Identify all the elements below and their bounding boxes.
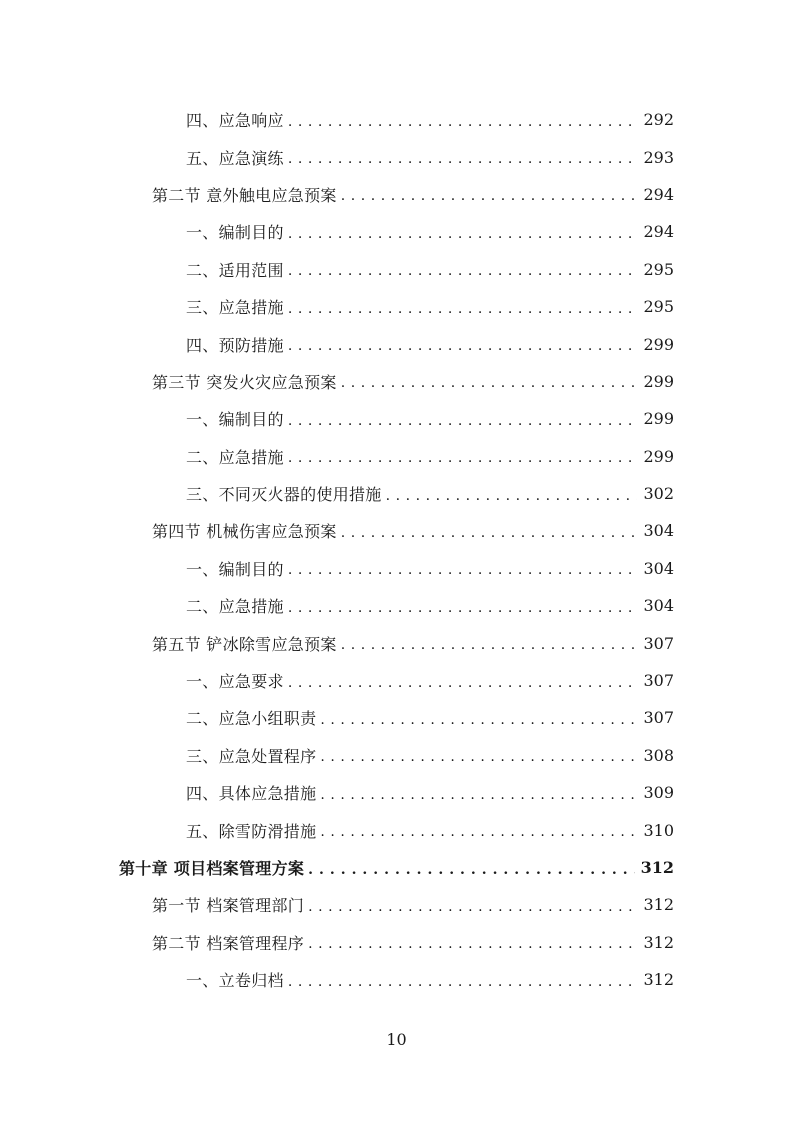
toc-entry-link[interactable] xyxy=(152,512,674,549)
toc-entry-link[interactable] xyxy=(186,288,674,325)
toc-row xyxy=(0,886,793,923)
toc-entry-link[interactable] xyxy=(186,737,674,774)
toc-entry-page: 304 xyxy=(643,596,674,616)
toc-entry-page: 293 xyxy=(643,147,674,167)
toc-entry-title: 一、编制目的 xyxy=(186,223,284,243)
toc-entry-title: 三、应急措施 xyxy=(186,298,284,318)
toc-entry-link[interactable] xyxy=(186,138,674,175)
dot-leader xyxy=(386,488,638,504)
toc-row xyxy=(0,512,793,549)
toc-entry-page: 299 xyxy=(643,446,674,466)
toc-entry-page: 295 xyxy=(643,297,674,317)
toc-entry-page: 299 xyxy=(643,334,674,354)
toc-row xyxy=(0,176,793,213)
dot-leader xyxy=(320,824,637,840)
toc-entry-link[interactable] xyxy=(186,213,674,250)
toc-entry-link[interactable] xyxy=(186,587,674,624)
toc-entry-page: 295 xyxy=(643,259,674,279)
toc-entry-title: 四、应急响应 xyxy=(186,111,284,131)
dot-leader xyxy=(341,637,638,653)
toc-entry-link[interactable] xyxy=(186,475,674,512)
toc-entry-title: 三、应急处置程序 xyxy=(186,746,317,766)
dot-leader xyxy=(308,862,634,878)
toc-row xyxy=(0,699,793,736)
toc-entry-link[interactable] xyxy=(152,924,674,961)
toc-entry-page: 292 xyxy=(643,110,674,130)
toc-entry-title: 第十章 项目档案管理方案 xyxy=(119,859,305,878)
toc-entry-page: 302 xyxy=(643,484,674,504)
dot-leader xyxy=(288,226,638,242)
toc-entry-link[interactable] xyxy=(186,699,674,736)
dot-leader xyxy=(320,749,637,765)
toc-entry-title: 一、编制目的 xyxy=(186,559,284,579)
toc-row xyxy=(0,400,793,437)
toc-row xyxy=(0,924,793,961)
toc-entry-title: 一、立卷归档 xyxy=(186,971,284,991)
dot-leader xyxy=(288,151,638,167)
toc-entry-page: 294 xyxy=(643,184,674,204)
toc-row xyxy=(0,961,793,998)
toc-entry-page: 312 xyxy=(643,970,674,990)
toc-entry-link[interactable] xyxy=(152,363,674,400)
toc-row xyxy=(0,475,793,512)
toc-entry-page: 307 xyxy=(643,671,674,691)
dot-leader xyxy=(288,974,638,990)
toc-entry-link[interactable] xyxy=(186,961,674,998)
toc-entry-title: 二、应急措施 xyxy=(186,597,284,617)
toc-row xyxy=(0,624,793,661)
toc-row xyxy=(0,438,793,475)
dot-leader xyxy=(288,600,638,616)
dot-leader xyxy=(288,562,638,578)
toc-entry-title: 第三节 突发火灾应急预案 xyxy=(152,372,337,392)
page-number: 10 xyxy=(386,1030,407,1049)
toc-entry-title: 二、应急小组职责 xyxy=(186,709,317,729)
dot-leader xyxy=(288,114,638,130)
toc-entry-title: 一、编制目的 xyxy=(186,410,284,430)
dot-leader xyxy=(288,413,638,429)
toc-entry-link[interactable] xyxy=(186,774,674,811)
toc-entry-title: 二、适用范围 xyxy=(186,260,284,280)
dot-leader xyxy=(341,525,638,541)
toc-entry-page: 304 xyxy=(643,521,674,541)
toc-row xyxy=(0,811,793,848)
toc-entry-page: 294 xyxy=(643,222,674,242)
toc-entry-title: 一、应急要求 xyxy=(186,672,284,692)
toc-entry-title: 四、具体应急措施 xyxy=(186,784,317,804)
toc-entry-page: 307 xyxy=(643,708,674,728)
dot-leader xyxy=(308,936,637,952)
toc-row xyxy=(0,288,793,325)
toc-entry-page: 299 xyxy=(643,371,674,391)
toc-entry-link[interactable] xyxy=(186,550,674,587)
toc-entry-link[interactable] xyxy=(186,325,674,362)
toc-entry-page: 308 xyxy=(643,745,674,765)
toc-entry-page: 299 xyxy=(643,409,674,429)
dot-leader xyxy=(288,450,638,466)
toc-entry-page: 312 xyxy=(643,932,674,952)
toc-entry-page: 310 xyxy=(643,820,674,840)
toc-entry-page: 307 xyxy=(643,633,674,653)
dot-leader xyxy=(320,712,637,728)
toc-row xyxy=(0,363,793,400)
toc-entry-title: 五、除雪防滑措施 xyxy=(186,821,317,841)
toc-row xyxy=(0,737,793,774)
toc-entry-link[interactable] xyxy=(152,886,674,923)
toc-row xyxy=(0,251,793,288)
toc-entry-page: 312 xyxy=(643,895,674,915)
toc-row xyxy=(0,587,793,624)
toc-entry-title: 四、预防措施 xyxy=(186,335,284,355)
dot-leader xyxy=(341,188,638,204)
toc-entry-title: 二、应急措施 xyxy=(186,447,284,467)
toc-entry-title: 第一节 档案管理部门 xyxy=(152,896,305,916)
toc-row xyxy=(0,662,793,699)
toc-entry-link[interactable] xyxy=(186,251,674,288)
toc-entry-title: 第五节 铲冰除雪应急预案 xyxy=(152,634,337,654)
toc-entry-title: 三、不同灭火器的使用措施 xyxy=(186,485,382,505)
dot-leader xyxy=(288,301,638,317)
toc-row xyxy=(0,550,793,587)
table-of-contents xyxy=(0,101,793,998)
toc-entry-page: 309 xyxy=(643,783,674,803)
toc-entry-link[interactable] xyxy=(186,438,674,475)
toc-entry-link[interactable] xyxy=(186,662,674,699)
toc-row xyxy=(0,774,793,811)
toc-entry-link[interactable] xyxy=(186,811,674,848)
toc-entry-link[interactable] xyxy=(119,849,674,886)
toc-entry-page: 312 xyxy=(640,858,674,877)
dot-leader xyxy=(288,338,638,354)
toc-entry-link[interactable] xyxy=(186,400,674,437)
toc-row xyxy=(0,213,793,250)
toc-row xyxy=(0,101,793,138)
dot-leader xyxy=(288,675,638,691)
toc-entry-link[interactable] xyxy=(152,176,674,213)
dot-leader xyxy=(320,787,637,803)
toc-entry-page: 304 xyxy=(643,558,674,578)
dot-leader xyxy=(308,899,637,915)
toc-row xyxy=(0,138,793,175)
toc-entry-link[interactable] xyxy=(152,624,674,661)
toc-entry-link[interactable] xyxy=(186,101,674,138)
toc-row xyxy=(0,325,793,362)
dot-leader xyxy=(341,375,638,391)
toc-row xyxy=(0,849,793,886)
toc-entry-title: 第二节 档案管理程序 xyxy=(152,933,305,953)
toc-entry-title: 五、应急演练 xyxy=(186,148,284,168)
dot-leader xyxy=(288,263,638,279)
toc-entry-title: 第四节 机械伤害应急预案 xyxy=(152,522,337,542)
toc-entry-title: 第二节 意外触电应急预案 xyxy=(152,185,337,205)
